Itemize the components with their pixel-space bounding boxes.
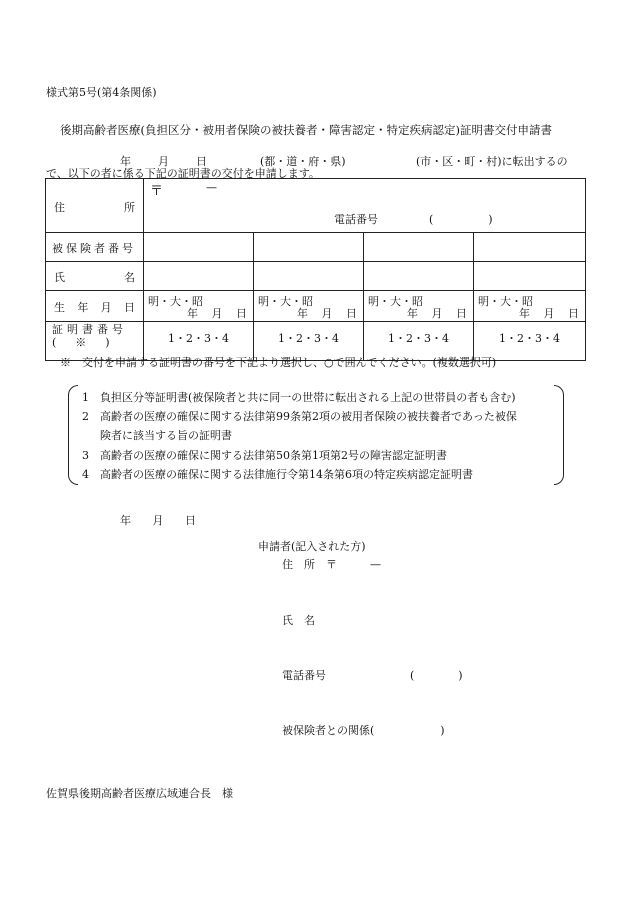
name-row bbox=[46, 262, 586, 291]
certificate-options-1[interactable]: 1・2・3・4 bbox=[144, 322, 254, 361]
list-item-number: 2 bbox=[82, 410, 89, 423]
certificate-number-label: 証明書番号 bbox=[52, 323, 127, 336]
list-item bbox=[82, 408, 517, 424]
ymd-labels: 年 月 日 bbox=[297, 307, 357, 320]
intro-month: 月 bbox=[158, 155, 169, 168]
insured-number-label-cell bbox=[46, 233, 144, 262]
list-item-text: 険者に該当する旨の証明書 bbox=[100, 429, 232, 442]
era-options: 明・大・昭 bbox=[258, 295, 313, 308]
applicant-phone-label: 電話番号 bbox=[282, 669, 326, 682]
address-label-b: 所 bbox=[124, 201, 135, 214]
applicant-name-field[interactable]: 氏 名 bbox=[282, 614, 315, 627]
list-item bbox=[82, 427, 232, 443]
name-field-2[interactable] bbox=[254, 262, 364, 291]
list-item bbox=[82, 466, 473, 482]
document-title: 後期高齢者医療(負担区分・被用者保険の被扶養者・障害認定・特定疾病認定)証明書交付申請書 bbox=[60, 123, 552, 137]
insured-number-field-4[interactable] bbox=[474, 233, 586, 262]
birth-label-cell bbox=[46, 291, 144, 322]
address-field[interactable] bbox=[144, 179, 586, 233]
insured-number-field-1[interactable] bbox=[144, 233, 254, 262]
left-bracket bbox=[68, 385, 78, 485]
list-item-text: 負担区分等証明書(被保険者と共に同一の世帯に転出される上記の世帯員の者も含む) bbox=[100, 391, 516, 404]
applicant-relation-field[interactable]: 被保険者との関係( ) bbox=[282, 724, 445, 737]
phone-label: 電話番号 bbox=[334, 213, 378, 226]
era-options: 明・大・昭 bbox=[478, 295, 533, 308]
name-label-cell bbox=[46, 262, 144, 291]
phone-field[interactable]: ( ) bbox=[429, 213, 493, 226]
birth-label-3: 月 bbox=[100, 301, 112, 314]
ymd-labels: 年 月 日 bbox=[187, 307, 247, 320]
form-number: 様式第5号(第4条関係) bbox=[46, 86, 157, 99]
ymd-labels: 年 月 日 bbox=[407, 307, 467, 320]
address-label-cell bbox=[46, 179, 144, 233]
postal-dash: — bbox=[206, 181, 217, 194]
postal-mark: 〒 bbox=[150, 184, 164, 199]
birth-label-4: 日 bbox=[123, 301, 135, 314]
list-item bbox=[82, 389, 516, 405]
intro-day: 日 bbox=[196, 155, 207, 168]
intro-prefecture: (都・道・府・県) bbox=[260, 155, 346, 168]
applicant-address-field[interactable]: 住 所 〒 — bbox=[282, 558, 381, 571]
birth-label-2: 年 bbox=[77, 301, 89, 314]
name-label-a: 氏 bbox=[54, 271, 65, 284]
applicant-heading: 申請者(記入された方) bbox=[258, 540, 366, 553]
era-options: 明・大・昭 bbox=[368, 295, 423, 308]
certificate-options-2[interactable]: 1・2・3・4 bbox=[254, 322, 364, 361]
era-options: 明・大・昭 bbox=[148, 295, 203, 308]
list-item-number: 4 bbox=[82, 468, 89, 481]
application-date[interactable]: 年 月 日 bbox=[120, 514, 196, 527]
birth-date-field-3[interactable] bbox=[364, 291, 474, 322]
certificate-list bbox=[68, 385, 564, 485]
list-item-number: 1 bbox=[82, 391, 89, 404]
right-bracket bbox=[554, 385, 564, 485]
name-label-b: 名 bbox=[124, 271, 135, 284]
applicant-phone-field[interactable]: ( ) bbox=[410, 669, 463, 682]
birth-date-field-4[interactable] bbox=[474, 291, 586, 322]
list-item-number: 3 bbox=[82, 449, 89, 462]
insured-number-field-3[interactable] bbox=[364, 233, 474, 262]
birth-date-row bbox=[46, 291, 586, 322]
birth-date-field-1[interactable] bbox=[144, 291, 254, 322]
insured-number-field-2[interactable] bbox=[254, 233, 364, 262]
intro-line-2: で、以下の者に係る下記の証明書の交付を申請します。 bbox=[46, 167, 320, 180]
address-row bbox=[46, 179, 586, 233]
name-field-4[interactable] bbox=[474, 262, 586, 291]
certificate-number-note-mark: ( ※ ) bbox=[52, 336, 114, 349]
name-field-1[interactable] bbox=[144, 262, 254, 291]
list-item-text: 高齢者の医療の確保に関する法律第99条第2項の被用者保険の被扶養者であった被保 bbox=[100, 410, 517, 423]
address-label-a: 住 bbox=[54, 201, 65, 214]
list-item bbox=[82, 447, 447, 463]
ymd-labels: 年 月 日 bbox=[519, 307, 579, 320]
birth-date-field-2[interactable] bbox=[254, 291, 364, 322]
certificate-options-4[interactable]: 1・2・3・4 bbox=[474, 322, 586, 361]
applicant-info-table bbox=[45, 178, 586, 361]
intro-municipality: (市・区・町・村)に転出するの bbox=[416, 155, 568, 168]
insured-number-row bbox=[46, 233, 586, 262]
intro-year: 年 bbox=[120, 155, 131, 168]
birth-label-1: 生 bbox=[54, 301, 65, 314]
addressee: 佐賀県後期高齢者医療広域連合長 様 bbox=[46, 787, 233, 800]
insured-number-label: 被保険者番号 bbox=[52, 242, 136, 255]
list-item-text: 高齢者の医療の確保に関する法律第50条第1項第2号の障害認定証明書 bbox=[100, 449, 447, 462]
certificate-options-3[interactable]: 1・2・3・4 bbox=[364, 322, 474, 361]
list-item-text: 高齢者の医療の確保に関する法律施行令第14条第6項の特定疾病認定証明書 bbox=[100, 468, 473, 481]
name-field-3[interactable] bbox=[364, 262, 474, 291]
selection-note: ※ 交付を申請する証明書の番号を下記より選択し、○で囲んでください。(複数選択可) bbox=[60, 356, 497, 369]
